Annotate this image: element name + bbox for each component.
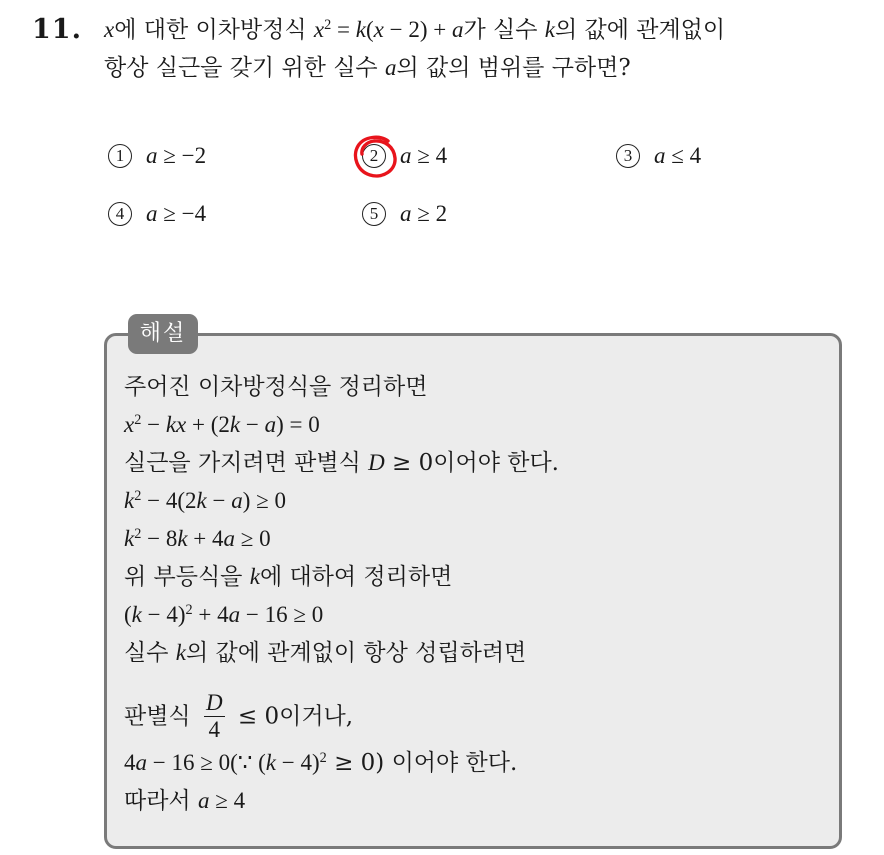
choice-1[interactable]: 1 a ≥ −2 [108, 143, 206, 169]
var-x: x [104, 17, 115, 42]
choice-number-2: 2 [362, 144, 386, 168]
choice-4[interactable]: 4 a ≥ −4 [108, 201, 206, 227]
solution-tab: 해설 [128, 314, 198, 354]
choice-5[interactable]: 5 a ≥ 2 [362, 201, 447, 227]
choice-2[interactable]: 2 a ≥ 4 [362, 143, 447, 169]
solution-line-1: 주어진 이차방정식을 정리하면 [124, 374, 428, 400]
question-line-1: x에 대한 이차방정식 $x^2 = k(x - 2) + a$가 실수 k의 값에 관계없이 [104, 17, 726, 43]
solution-line-11: 따라서 a ≥ 4 [124, 788, 246, 814]
choice-3[interactable]: 3 a ≤ 4 [616, 143, 701, 169]
choice-number-1: 1 [108, 144, 132, 168]
question-text: 에 대한 이차방정식 [114, 17, 314, 43]
choice-number-4: 4 [108, 202, 132, 226]
solution-line-8: 실수 k의 값에 관계없이 항상 성립하려면 [124, 640, 527, 666]
solution-line-4: $k^2 - 4(2k - a) \ge 0$ [124, 488, 286, 513]
choice-number-3: 3 [616, 144, 640, 168]
choice-number-5: 5 [362, 202, 386, 226]
question-number: 11. [32, 14, 82, 45]
equation: $x^2 = k(x - 2) + a$ [313, 17, 464, 42]
solution-line-10: 4a − 16 ≥ 0(∵ $(k - 4)^2 \ge 0$) 이어야 한다. [124, 750, 518, 776]
solution-line-2: $x^2$ − kx + (2k − a) = 0 [124, 412, 320, 437]
question-line-2: 항상 실근을 갖기 위한 실수 a의 값의 범위를 구하면? [104, 55, 631, 81]
fraction-d-over-4: $\frac{D}{4}$ [205, 690, 223, 742]
solution-line-7: $(k - 4)^2 + 4a - 16 \ge 0$ [124, 602, 324, 627]
solution-line-3: 실근을 가지려면 판별식 D ≥ 0이어야 한다. [124, 450, 559, 476]
solution-line-6: 위 부등식을 k에 대하여 정리하면 [124, 564, 453, 590]
solution-line-5: $k^2 - 8k + 4a \ge 0$ [124, 526, 271, 551]
solution-line-9: 판별식 $\frac{D}{4}$ ≤ 0이거나, [124, 690, 354, 742]
